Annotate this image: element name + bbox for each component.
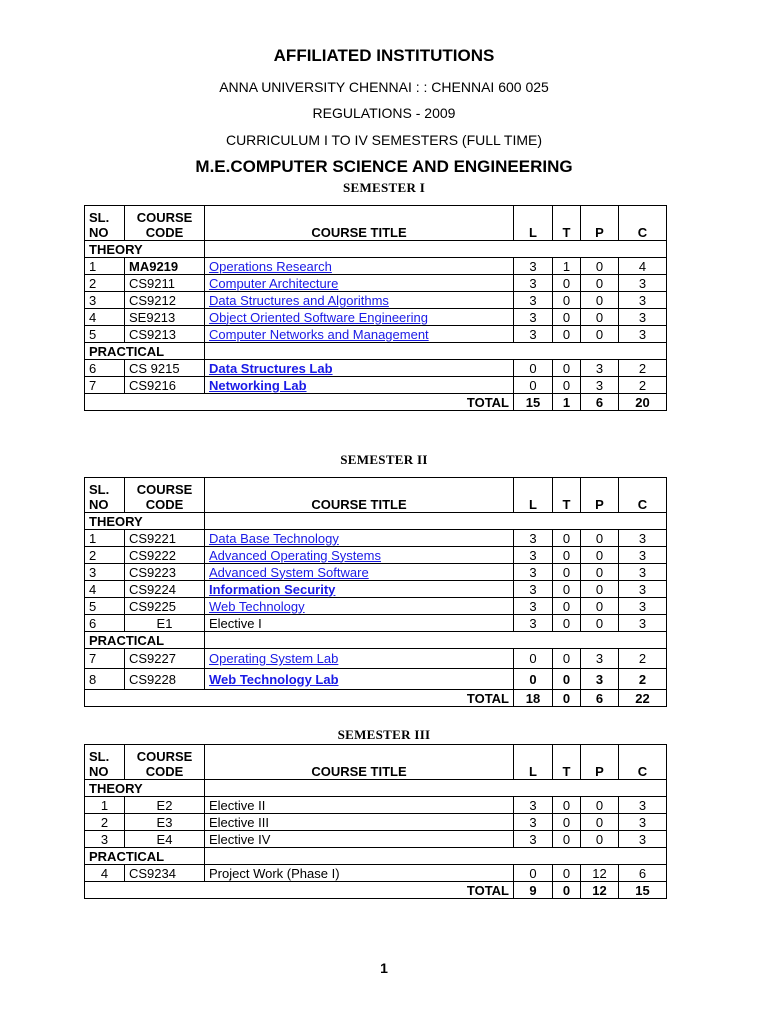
header-l: L	[514, 206, 553, 241]
semester-table	[84, 477, 667, 707]
table-row: 7 CS9216 Networking Lab 0 0 3 2	[85, 377, 667, 394]
program-title: M.E.COMPUTER SCIENCE AND ENGINEERING	[195, 157, 573, 176]
table-row: 5 CS9225 Web Technology 3 0 0 3	[85, 598, 667, 615]
course-link[interactable]: Data Base Technology	[209, 530, 339, 546]
table-row: 3 CS9212 Data Structures and Algorithms 3 0 0 3	[85, 292, 667, 309]
header-c: C	[619, 745, 667, 780]
course-title: Elective II	[205, 797, 514, 814]
course-link[interactable]: Computer Networks and Management	[209, 326, 429, 342]
semester-heading: SEMESTER II	[340, 452, 428, 467]
header-p: P	[581, 478, 619, 513]
table-row: 2 CS9222 Advanced Operating Systems 3 0 0 3	[85, 547, 667, 564]
table-row: 3 E4 Elective IV 3 0 0 3	[85, 831, 667, 848]
regulations-line: REGULATIONS - 2009	[312, 105, 456, 121]
semester-table	[84, 744, 667, 899]
header-p: P	[581, 745, 619, 780]
course-link[interactable]: Object Oriented Software Engineering	[209, 309, 428, 325]
header-code: COURSE CODE	[125, 478, 205, 513]
header-sl: SL. NO	[85, 478, 125, 513]
header-c: C	[619, 478, 667, 513]
table-row: 2 CS9211 Computer Architecture 3 0 0 3	[85, 275, 667, 292]
header-l: L	[514, 745, 553, 780]
course-title: Elective III	[205, 814, 514, 831]
course-link[interactable]: Operations Research	[209, 258, 332, 274]
total-row: TOTAL 15 1 6 20	[85, 394, 667, 411]
course-link[interactable]: Web Technology	[209, 598, 305, 614]
course-title: Elective IV	[205, 831, 514, 848]
semester-table	[84, 205, 667, 411]
total-row: TOTAL 18 0 6 22	[85, 690, 667, 707]
table-row: 4 SE9213 Object Oriented Software Engineering 3 0 0 3	[85, 309, 667, 326]
semester-heading: SEMESTER III	[337, 727, 431, 742]
section-theory: THEORY	[85, 780, 205, 797]
table-row: 4 CS9224 Information Security 3 0 0 3	[85, 581, 667, 598]
header-title: COURSE TITLE	[205, 478, 514, 513]
header-c: C	[619, 206, 667, 241]
header-title: COURSE TITLE	[205, 745, 514, 780]
header-l: L	[514, 478, 553, 513]
header-t: T	[553, 745, 581, 780]
section-theory: THEORY	[85, 513, 205, 530]
header-p: P	[581, 206, 619, 241]
table-row: 1 E2 Elective II 3 0 0 3	[85, 797, 667, 814]
table-row: 3 CS9223 Advanced System Software 3 0 0 3	[85, 564, 667, 581]
course-link[interactable]: Computer Architecture	[209, 275, 339, 291]
course-link[interactable]: Information Security	[209, 581, 336, 597]
table-row: 4 CS9234 Project Work (Phase I) 0 0 12 6	[85, 865, 667, 882]
section-practical: PRACTICAL	[85, 343, 205, 360]
page-number: 1	[380, 960, 388, 976]
course-title: Elective I	[209, 615, 262, 631]
section-theory: THEORY	[85, 241, 205, 258]
course-link[interactable]: Advanced Operating Systems	[209, 547, 381, 563]
course-link[interactable]: Data Structures Lab	[209, 360, 333, 376]
table-row: 1 CS9221 Data Base Technology 3 0 0 3	[85, 530, 667, 547]
header-code: COURSE CODE	[125, 745, 205, 780]
header-sl: SL. NO	[85, 745, 125, 780]
course-link[interactable]: Operating System Lab	[209, 651, 339, 666]
header-t: T	[553, 478, 581, 513]
header-title: COURSE TITLE	[205, 206, 514, 241]
course-title: Project Work (Phase I)	[205, 865, 514, 882]
table-row: 7 CS9227 Operating System Lab 0 0 3 2	[85, 649, 667, 669]
table-row: 6 CS 9215 Data Structures Lab 0 0 3 2	[85, 360, 667, 377]
university-name: ANNA UNIVERSITY CHENNAI : : CHENNAI 600 025	[219, 79, 549, 95]
table-row: 1 MA9219 Operations Research 3 1 0 4	[85, 258, 667, 275]
table-row: 5 CS9213 Computer Networks and Management 3 0 0 3	[85, 326, 667, 343]
course-link[interactable]: Data Structures and Algorithms	[209, 292, 389, 308]
section-practical: PRACTICAL	[85, 632, 205, 649]
semester-heading: SEMESTER I	[342, 180, 426, 195]
header-sl: SL. NO	[85, 206, 125, 241]
curriculum-line: CURRICULUM I TO IV SEMESTERS (FULL TIME)	[225, 132, 543, 148]
section-practical: PRACTICAL	[85, 848, 205, 865]
header-code: COURSE CODE	[125, 206, 205, 241]
header-t: T	[553, 206, 581, 241]
document-title: AFFILIATED INSTITUTIONS	[273, 46, 495, 65]
table-row: 6 E1 Elective I 3 0 0 3	[85, 615, 667, 632]
course-link[interactable]: Web Technology Lab	[209, 671, 339, 687]
course-link[interactable]: Advanced System Software	[209, 564, 369, 580]
table-row: 8 CS9228 Web Technology Lab 0 0 3 2	[85, 669, 667, 690]
table-row: 2 E3 Elective III 3 0 0 3	[85, 814, 667, 831]
course-link[interactable]: Networking Lab	[209, 377, 307, 393]
total-row: TOTAL 9 0 12 15	[85, 882, 667, 899]
